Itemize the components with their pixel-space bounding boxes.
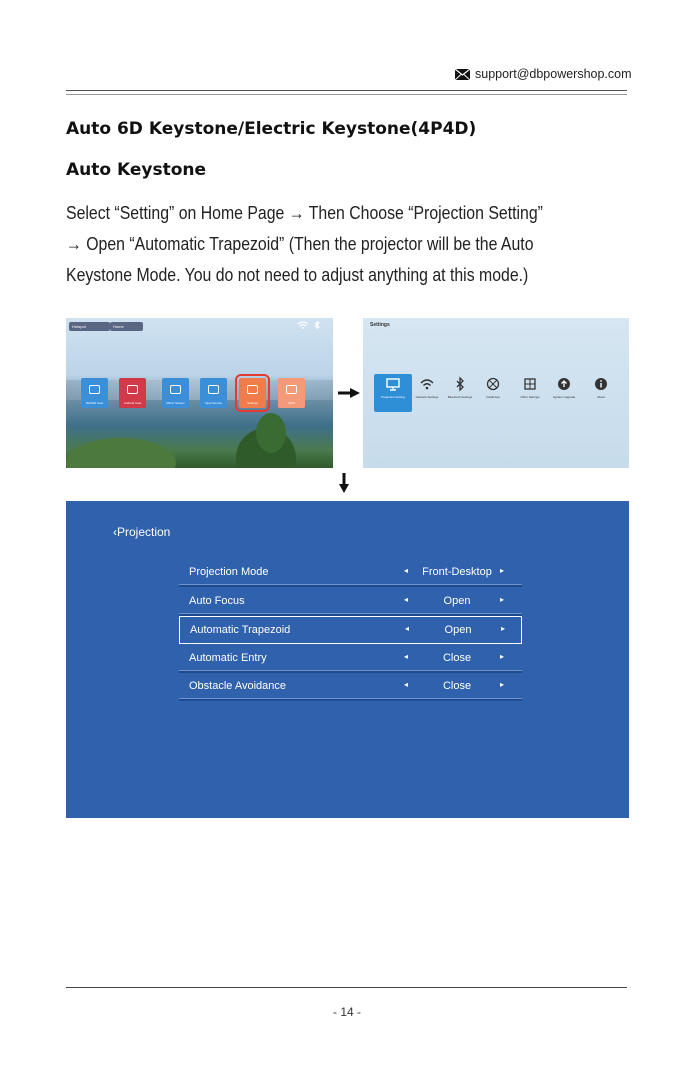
section-subtitle: Auto Keystone: [66, 160, 207, 180]
row-value: Close: [442, 680, 472, 693]
row-name: Auto Focus: [189, 594, 245, 607]
page-number: - 14 -: [332, 1005, 361, 1019]
row-name: Automatic Entry: [189, 651, 267, 664]
app-tile-icon: [247, 385, 258, 394]
settings-item-2[interactable]: [442, 376, 478, 399]
app-tile-icon: [170, 385, 181, 394]
settings-item-6[interactable]: [583, 376, 619, 399]
body-line-2: → Open “Automatic Trapezoid” (Then the projector will be the Auto: [66, 234, 534, 254]
projection-row-1[interactable]: [179, 588, 522, 616]
projection-heading[interactable]: ‹Projection: [113, 525, 171, 539]
row-value: Open: [443, 594, 471, 607]
arrow-right-small-icon[interactable]: ▸: [501, 624, 506, 634]
wifi-icon: [419, 376, 435, 392]
hotspot-pill[interactable]: [69, 322, 110, 331]
settings-item-label: Install Apk: [486, 395, 500, 399]
settings-item-label: System Upgrade: [552, 395, 576, 399]
arrow-right-small-icon[interactable]: ▸: [500, 594, 505, 604]
support-email[interactable]: [455, 67, 632, 81]
settings-item-0[interactable]: [375, 376, 411, 399]
row-divider: [179, 613, 522, 616]
app-tile-label: Settings: [247, 401, 258, 405]
row-divider: [179, 584, 522, 587]
app-tile-0[interactable]: [81, 378, 108, 408]
home-screen-screenshot: [66, 318, 333, 468]
app-tile-3[interactable]: [200, 378, 227, 408]
home-pill[interactable]: [110, 322, 143, 331]
settings-item-label: Projection Setting: [381, 395, 405, 399]
app-tile-icon: [127, 385, 138, 394]
projection-row-3[interactable]: [179, 645, 522, 673]
bluetooth-icon: [452, 376, 468, 392]
projection-row-2[interactable]: [179, 616, 522, 644]
arrow-left-icon[interactable]: ◂: [404, 566, 409, 575]
settings-item-label: Bluetooth Settings: [447, 395, 473, 399]
home-pill-label: Home: [113, 324, 124, 329]
settings-item-5[interactable]: [546, 376, 582, 399]
arrow-right-small-icon[interactable]: ▸: [500, 680, 505, 690]
settings-item-1[interactable]: [409, 376, 445, 399]
header-rule: [66, 90, 627, 91]
shore-graphic: [66, 438, 176, 468]
row-value: Close: [442, 651, 472, 664]
arrow-left-icon[interactable]: ◂: [404, 594, 409, 604]
footer-rule: [66, 987, 627, 988]
app-tile-4[interactable]: [239, 378, 266, 408]
body-line-3: Keystone Mode. You do not need to adjust anything at this mode.): [66, 265, 529, 285]
app-tile-label: WPS: [288, 401, 295, 405]
app-tile-label: Android Cast: [123, 401, 142, 405]
envelope-icon: [455, 69, 470, 80]
section-title: Auto 6D Keystone/Electric Keystone(4P4D): [66, 119, 477, 139]
row-value: Front-Desktop: [422, 566, 492, 578]
row-value: Open: [444, 624, 472, 637]
settings-item-label: Network Settings: [415, 395, 439, 399]
upgrade-icon: [556, 376, 572, 392]
arrow-right-small-icon[interactable]: ▸: [500, 566, 505, 575]
arrow-left-icon[interactable]: ◂: [404, 651, 409, 661]
projection-row-4[interactable]: [179, 673, 522, 701]
support-email-text: support@dbpowershop.com: [475, 67, 632, 81]
hotspot-pill-label: Hotspot: [72, 324, 86, 329]
wifi-icon: [297, 321, 309, 329]
row-divider: [179, 670, 522, 673]
settings-item-4[interactable]: [512, 376, 548, 399]
arrow-down-icon: [339, 473, 349, 493]
app-tile-5[interactable]: [278, 378, 305, 408]
app-tile-icon: [208, 385, 219, 394]
tree-graphic: [256, 413, 286, 453]
arrow-left-icon[interactable]: ◂: [405, 624, 410, 634]
grid-icon: [522, 376, 538, 392]
row-name: Automatic Trapezoid: [190, 624, 291, 637]
settings-title: Settings: [370, 322, 390, 328]
settings-screen-screenshot: [363, 318, 629, 468]
settings-item-label: Other Settings: [520, 395, 540, 399]
apps-icon: [485, 376, 501, 392]
info-icon: [593, 376, 609, 392]
app-tile-icon: [286, 385, 297, 394]
row-divider: [179, 698, 522, 701]
app-tile-icon: [89, 385, 100, 394]
app-tile-label: Input Source: [204, 401, 222, 405]
arrow-right-icon: [338, 388, 360, 398]
settings-item-label: About: [597, 395, 605, 399]
arrow-left-icon[interactable]: ◂: [404, 680, 409, 690]
row-name: Projection Mode: [189, 566, 269, 578]
monitor-icon: [385, 376, 401, 392]
projection-screen-screenshot: [66, 501, 629, 818]
bluetooth-status-icon: [313, 321, 321, 329]
row-name: Obstacle Avoidance: [189, 680, 287, 693]
app-tile-label: Mirror Screen: [166, 401, 185, 405]
app-tile-2[interactable]: [162, 378, 189, 408]
projection-row-0[interactable]: [179, 559, 522, 587]
app-tile-label: ISO/HD Cast: [85, 401, 104, 405]
arrow-right-small-icon[interactable]: ▸: [500, 651, 505, 661]
header-rule-thin: [66, 94, 627, 95]
app-tile-1[interactable]: [119, 378, 146, 408]
settings-item-3[interactable]: [475, 376, 511, 399]
body-line-1: Select “Setting” on Home Page → Then Choose “Projection Setting”: [66, 203, 543, 223]
